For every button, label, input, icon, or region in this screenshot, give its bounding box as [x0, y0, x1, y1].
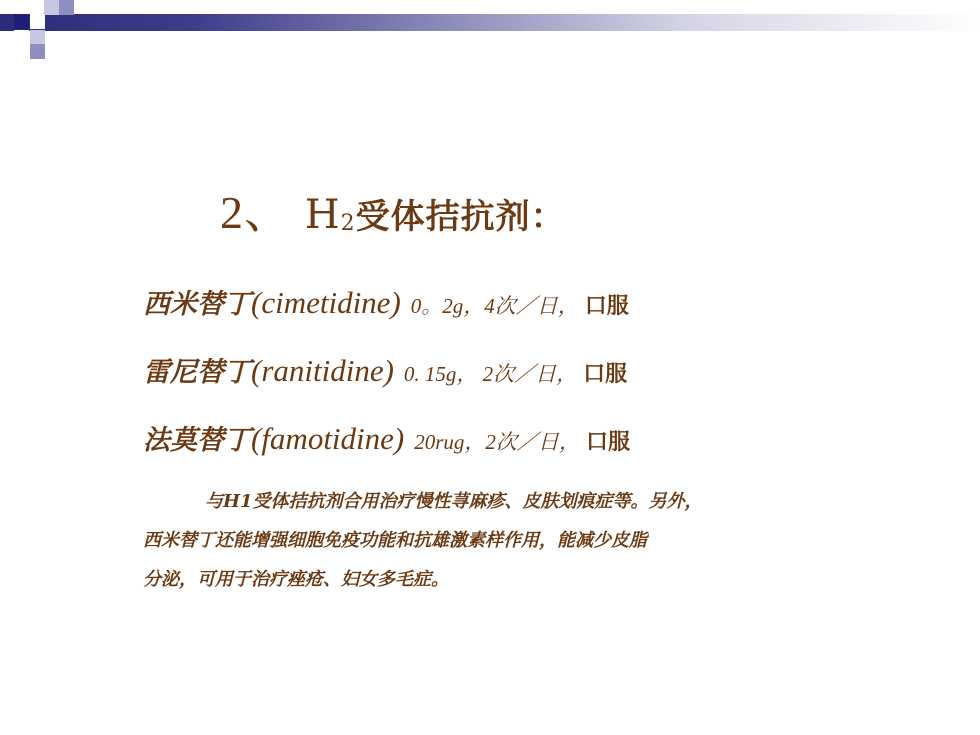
note-line: 西米替丁还能增强细胞免疫功能和抗雄激素样作用，能减少皮脂: [143, 530, 647, 551]
drug-dose: 0. 15g， 2次／日，: [403, 362, 578, 386]
drug-english: (ranitidine): [251, 353, 394, 388]
title-number: 2、: [220, 187, 291, 238]
title-text: 受体拮抗剂：: [355, 197, 566, 237]
decor-square: [30, 44, 45, 59]
drug-dose: 0。2g，4次／日，: [410, 294, 579, 318]
header-gradient-bar: [0, 14, 980, 31]
drug-name: 法莫替丁: [143, 425, 251, 456]
note-line: 分泌，可用于治疗痤疮、妇女多毛症。: [143, 569, 449, 590]
drug-name: 西米替丁: [143, 289, 251, 320]
drug-route: 口服: [585, 429, 630, 455]
decor-square: [14, 30, 29, 45]
note-line: 与H1受体拮抗剂合用治疗慢性荨麻疹、皮肤划痕症等。另外，: [205, 491, 703, 512]
decor-square: [44, 0, 59, 15]
drug-dose: 20rug，2次／日，: [414, 430, 580, 454]
note-paragraph: [143, 482, 873, 599]
decor-square: [30, 14, 45, 29]
drug-route: 口服: [583, 361, 628, 387]
drug-english: (cimetidine): [251, 285, 401, 320]
drug-line-famotidine: [143, 418, 630, 457]
decor-square: [14, 14, 29, 29]
decor-square: [59, 0, 74, 15]
decor-square: [30, 30, 45, 45]
drug-route: 口服: [584, 293, 629, 319]
title-receptor-sub: 2: [340, 211, 356, 236]
title-receptor: H: [304, 192, 341, 238]
slide-title: [220, 176, 566, 242]
drug-name: 雷尼替丁: [143, 357, 251, 388]
drug-line-cimetidine: [143, 282, 629, 321]
drug-english: (famotidine): [251, 421, 405, 456]
drug-line-ranitidine: [143, 350, 627, 389]
